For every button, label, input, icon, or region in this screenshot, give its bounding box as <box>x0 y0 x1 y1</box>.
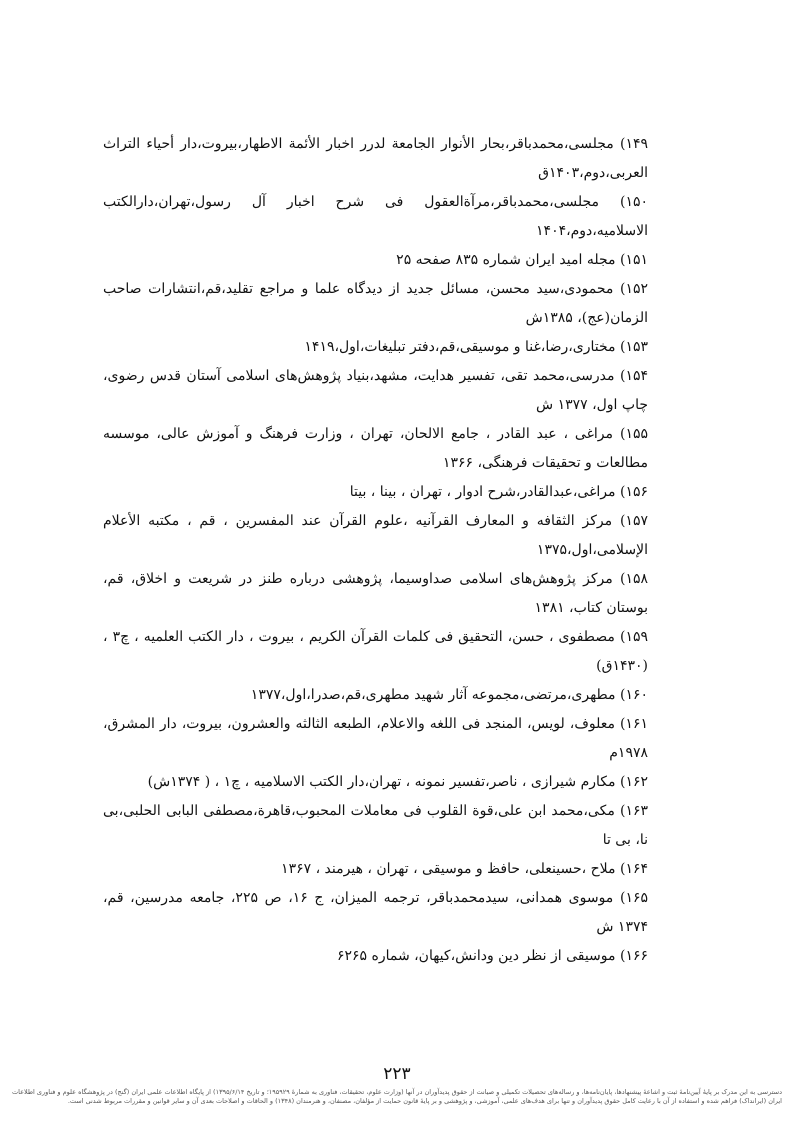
reference-text: مطهری،مرتضی،مجموعه آثار شهید مطهری،قم،صدرا،اول،۱۳۷۷ <box>250 687 616 703</box>
reference-text: مراغی ، عبد القادر ، جامع الالحان، تهران ، وزارت فرهنگ و آموزش عالی، موسسه مطالعات و تحقیقات فرهنگی، ۱۳۶۶ <box>103 426 648 471</box>
reference-text: مرکز الثقافه و المعارف القرآنیه ،علوم القرآن عند المفسرین ، قم ، مکتبه الأعلام الإسلامی،اول،۱۳۷۵ <box>103 513 648 558</box>
page-number: ۲۲۳ <box>383 1064 411 1084</box>
reference-number: ۱۶۲) <box>619 774 648 790</box>
reference-number: ۱۶۴) <box>619 861 648 877</box>
reference-text: مکی،محمد ابن علی،قوة القلوب فی معاملات المحبوب،قاهرة،مصطفی البابی الحلبی،بی نا، بی تا <box>103 803 648 848</box>
reference-entry <box>103 275 648 333</box>
reference-text: موسوی همدانی، سیدمحمدباقر، ترجمه المیزان، ج ۱۶، ص ۲۲۵، جامعه مدرسین، قم، ۱۳۷۴ ش <box>103 890 648 935</box>
reference-text: مرکز پژوهش‌های اسلامی صداوسیما، پژوهشی درباره طنز در شریعت و اخلاق، قم، بوستان کتاب، ۱۳۸۱ <box>103 571 648 616</box>
reference-entry <box>103 623 648 681</box>
reference-entry <box>103 942 648 971</box>
reference-number: ۱۵۷) <box>619 513 648 529</box>
reference-text: معلوف، لویس، المنجد فی اللغه والاعلام، الطبعه الثالثه والعشرون، بیروت، دار المشرق، ۱۹۷۸م <box>103 716 648 761</box>
reference-number: ۱۴۹) <box>619 136 648 152</box>
reference-text: ملاح ،حسینعلی، حافظ و موسیقی ، تهران ، هیرمند ، ۱۳۶۷ <box>281 861 616 877</box>
reference-entry <box>103 188 648 246</box>
reference-number: ۱۵۵) <box>619 426 649 442</box>
reference-entry <box>103 507 648 565</box>
reference-text: مجله امید ایران شماره ۸۳۵ صفحه ۲۵ <box>396 252 616 268</box>
reference-entry <box>103 362 648 420</box>
reference-number: ۱۵۸) <box>619 571 648 587</box>
reference-entry <box>103 681 648 710</box>
reference-entry <box>103 565 648 623</box>
reference-text: مکارم شیرازی ، ناصر،تفسیر نمونه ، تهران،دار الکتب الاسلامیه ، چ۱ ، ( ۱۳۷۴ش) <box>147 774 616 790</box>
reference-entry <box>103 420 648 478</box>
reference-number: ۱۶۵) <box>619 890 648 906</box>
reference-text: موسیقی از نظر دین ودانش،کیهان، شماره ۶۲۶۵ <box>337 948 616 964</box>
reference-entry <box>103 855 648 884</box>
reference-entry <box>103 130 648 188</box>
reference-text: مجلسی،محمدباقر،بحار الأنوار الجامعة لدرر اخبار الأئمة الاطهار،بیروت،دار أحیاء التراث العربی،دوم،۱۴۰۳ق <box>103 136 648 181</box>
reference-entry <box>103 768 648 797</box>
footer-copyright-note: دسترسی به این مدرک بر پایهٔ آیین‌نامهٔ ثبت و اشاعهٔ پیشنهادها، پایان‌نامه‌ها، و رساله‌های تحصیلات تکمیلی و صیانت از حقوق پدیدآوران در آنها (وزارت علوم، تحقیقات، فناوری به شمارهٔ ۱۹۵۹۲۹؛ و تاریخ ۱۳۹۵/۶/۱۴) از پایگاه اطلاعات علمی ایران (گنج) در پژوهشگاه علوم و فناوری اطلاعات ایران (ایرانداک) فراهم شده و استفاده از آن با رعایت کامل حقوق پدیدآوران و تنها برای هدف‌های علمی، آموزشی، و پژوهشی و بر پایهٔ قانون حمایت از مؤلفان، مصنفان، و هنرمندان (۱۳۴۸) و الحاقات و اصلاحات بعدی آن و سایر قوانین و مقررات مربوط شدنی است. <box>12 1088 782 1105</box>
reference-list <box>103 130 648 971</box>
reference-entry <box>103 797 648 855</box>
reference-number: ۱۵۱) <box>619 252 648 268</box>
reference-text: مصطفوی ، حسن، التحقیق فی کلمات القرآن الکریم ، بیروت ، دار الکتب العلمیه ، چ۳ ، (۱۴۳۰ق) <box>103 629 648 674</box>
reference-number: ۱۵۴) <box>619 368 649 384</box>
reference-entry <box>103 884 648 942</box>
reference-entry <box>103 478 648 507</box>
reference-number: ۱۶۰) <box>619 687 648 703</box>
reference-entry <box>103 246 648 275</box>
reference-number: ۱۶۶) <box>619 948 648 964</box>
reference-text: مدرسی،محمد تقی، تفسیر هدایت، مشهد،بنیاد پژوهش‌های اسلامی آستان قدس رضوی، چاپ اول، ۱۳۷۷ ش <box>103 368 648 413</box>
reference-entry <box>103 710 648 768</box>
reference-number: ۱۶۳) <box>619 803 648 819</box>
reference-text: مراغی،عبدالقادر،شرح ادوار ، تهران ، بینا ، بیتا <box>349 484 616 500</box>
reference-number: ۱۵۲) <box>619 281 649 297</box>
reference-number: ۱۵۶) <box>619 484 648 500</box>
reference-number: ۱۶۱) <box>619 716 648 732</box>
reference-number: ۱۵۰) <box>619 194 649 210</box>
reference-entry <box>103 333 648 362</box>
reference-number: ۱۵۳) <box>619 339 648 355</box>
reference-text: مختاری،رضا،غنا و موسیقی،قم،دفتر تبلیغات،اول،۱۴۱۹ <box>304 339 616 355</box>
reference-text: محمودی،سید محسن، مسائل جدید از دیدگاه علما و مراجع تقلید،قم،انتشارات صاحب الزمان(عج)، ۱۳۸۵ش <box>103 281 648 326</box>
reference-text: مجلسی،محمدباقر،مرآةالعقول فی شرح اخبار آل رسول،تهران،دارالکتب الاسلامیه،دوم،۱۴۰۴ <box>103 194 648 239</box>
reference-number: ۱۵۹) <box>619 629 649 645</box>
